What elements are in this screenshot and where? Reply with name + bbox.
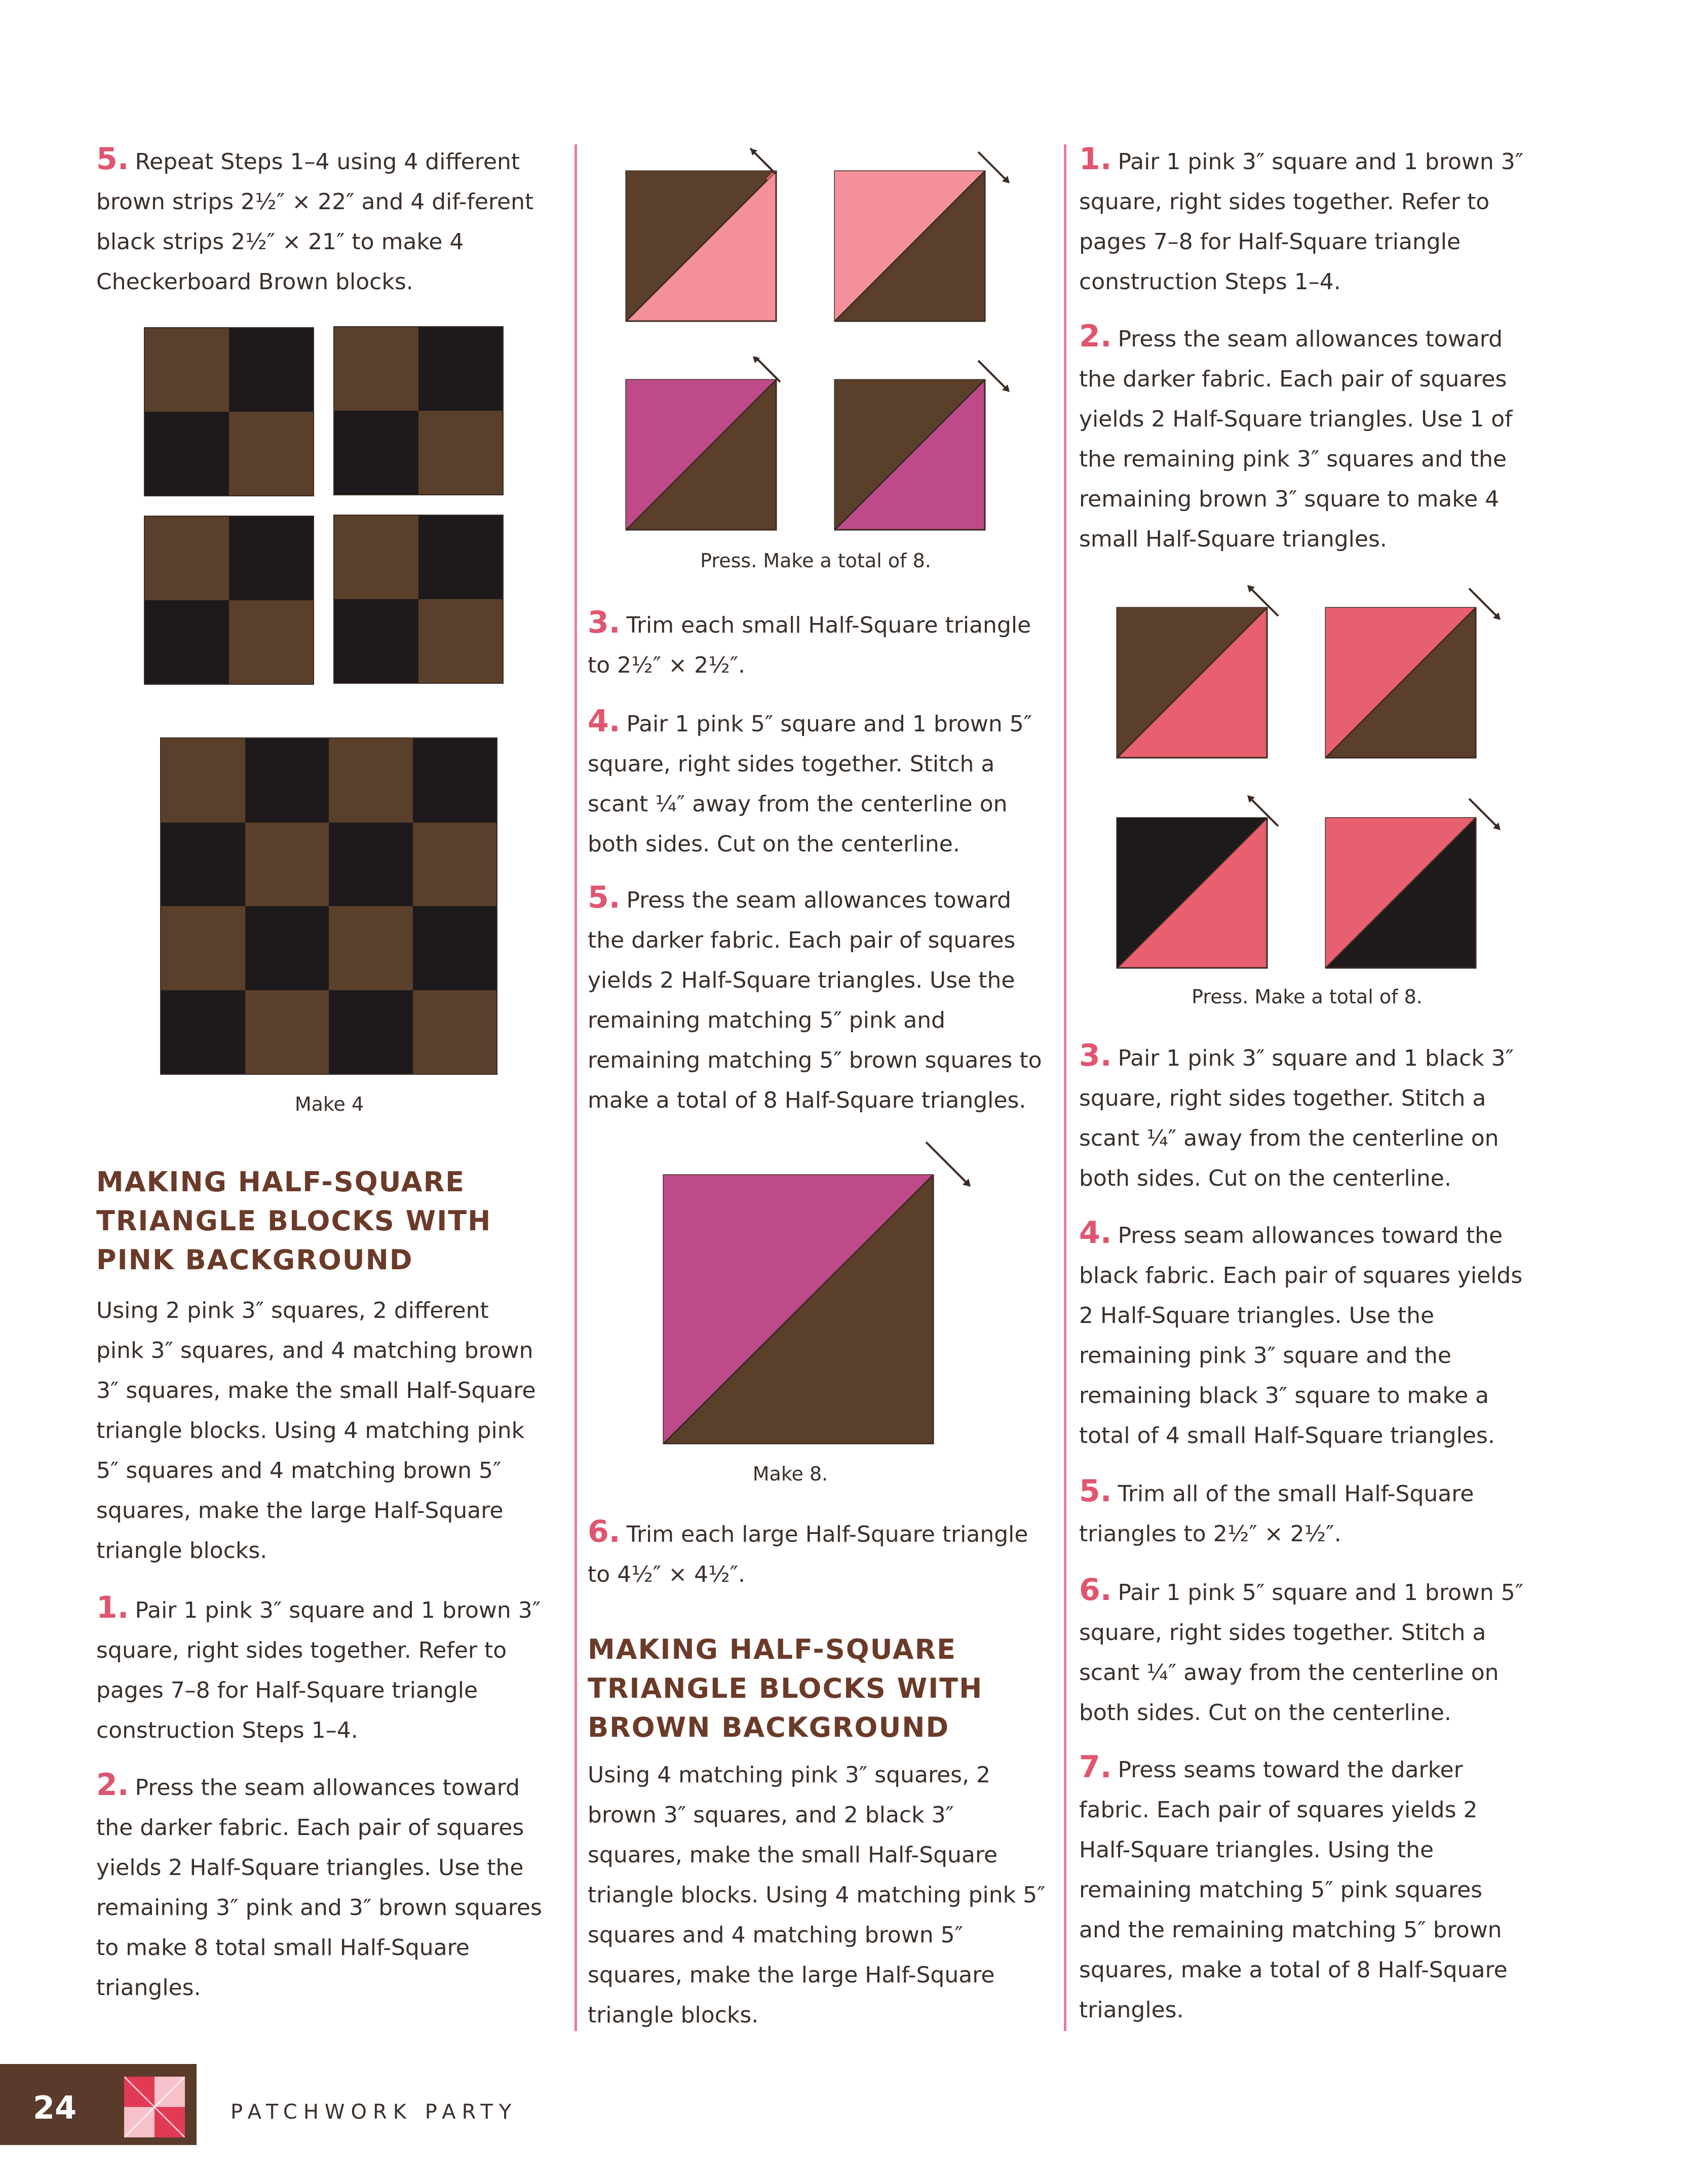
column-divider	[574, 144, 577, 2031]
section-intro: Using 4 matching pink 3″ squares, 2 brown 3″ squares, and 2 black 3″ squares, make the small Half-Square triangle blocks. Using 4 matching pink 5″ squares and 4 matching brown 5″ squares, make the large Half-Square triangle blocks.	[588, 1762, 1046, 2028]
step-text: Pair 1 pink 3″ square and 1 black 3″ square, right sides together. Stitch a scant ¼″ away from the centerline on both sides. Cut on the centerline.	[1079, 1045, 1514, 1191]
col2-step4	[588, 701, 1054, 864]
hst-magenta-brown-block	[626, 355, 778, 532]
checkerboard-block-small	[334, 327, 503, 494]
step-number: 4.	[588, 704, 621, 739]
section-heading: MAKING HALF-SQUARE TRIANGLE BLOCKS WITH BROWN BACKGROUND	[588, 1633, 983, 1743]
checkerboard-block-large	[161, 738, 496, 1074]
col3-step4	[1079, 1213, 1530, 1456]
col2-step5	[588, 878, 1054, 1120]
figure-caption: Make 8.	[752, 1463, 828, 1485]
figure-caption: Make 4	[294, 1093, 364, 1115]
hst-coral-brown-block	[1326, 582, 1508, 760]
step-text: Pair 1 pink 5″ square and 1 brown 5″ square, right sides together. Stitch a scant ¼″ away from the centerline on both sides. Cut on the centerline.	[1079, 1580, 1524, 1726]
step-number: 1.	[96, 1590, 129, 1625]
step-text: Press seam allowances toward the black fabric. Each pair of squares yields 2 Half-Square triangles. Use the remaining pink 3″ square and the remaining black 3″ square to make a total of 4 small Half-Square triangles.	[1079, 1223, 1523, 1449]
step-text: Trim each large Half-Square triangle to 4½″ × 4½″.	[588, 1522, 1028, 1587]
col1-step1	[96, 1588, 542, 1750]
step-number: 3.	[1079, 1038, 1112, 1073]
step-number: 2.	[96, 1767, 129, 1803]
col3-step1	[1079, 139, 1525, 302]
col3-step7	[1079, 1747, 1530, 2030]
step-number: 5.	[588, 880, 621, 915]
book-title: PATCHWORK PARTY	[231, 2100, 518, 2124]
col3-step5	[1079, 1471, 1525, 1554]
checkerboard-block-small	[145, 328, 313, 495]
col1-step2	[96, 1765, 560, 2008]
hst-large-magenta-brown-block	[664, 1140, 978, 1444]
col3-step3	[1079, 1036, 1545, 1198]
step-text: Pair 1 pink 3″ square and 1 brown 3″ square, right sides together. Refer to pages 7–8 for Half-Square triangle construction Steps 1–4.	[1079, 149, 1524, 295]
quilt-block-logo-icon	[124, 2077, 185, 2137]
step-number: 2.	[1079, 319, 1112, 354]
column-divider	[1064, 144, 1066, 2031]
step-text: Press the seam allowances toward the darker fabric. Each pair of squares yields 2 Half-Square triangles. Use the remaining 3″ pink and 3″ brown squares to make 8 total small Half-Square triangles.	[96, 1775, 542, 2001]
step-number: 5.	[1079, 1473, 1112, 1509]
step-text: Trim all of the small Half-Square triangles to 2½″ × 2½″.	[1079, 1481, 1474, 1547]
step-text: Pair 1 pink 3″ square and 1 brown 3″ square, right sides together. Refer to pages 7–8 for Half-Square triangle construction Steps 1–4.	[96, 1597, 541, 1743]
step-number: 1.	[1079, 141, 1112, 177]
col1-step5	[96, 139, 542, 302]
figure-caption: Press. Make a total of 8.	[1192, 986, 1423, 1008]
hst-black-coral-block	[1117, 793, 1289, 970]
col2-step3	[588, 603, 1044, 685]
section-heading: MAKING HALF-SQUARE TRIANGLE BLOCKS WITH PINK BACKGROUND	[96, 1166, 492, 1276]
hst-pink-brown-block	[835, 146, 1017, 323]
col3-step6	[1079, 1570, 1545, 1733]
step-number: 7.	[1079, 1749, 1112, 1785]
hst-brown-coral-block	[1117, 582, 1289, 760]
step-number: 6.	[588, 1514, 621, 1549]
step-number: 5.	[96, 141, 129, 177]
page-number: 24	[33, 2089, 77, 2126]
checkerboard-block-small	[145, 517, 313, 684]
step-text: Pair 1 pink 5″ square and 1 brown 5″ square, right sides together. Stitch a scant ¼″ away from the centerline on both sides. Cut on the centerline.	[588, 711, 1032, 857]
col3-step2	[1079, 317, 1530, 559]
figure-caption: Press. Make a total of 8.	[700, 550, 931, 572]
step-text: Repeat Steps 1–4 using 4 different brown strips 2½″ × 22″ and 4 dif-ferent black strips 2½″ × 21″ to make 4 Checkerboard Brown blocks.	[96, 149, 534, 295]
col2-step6	[588, 1512, 1044, 1594]
step-text: Press the seam allowances toward the darker fabric. Each pair of squares yields 2 Half-Square triangles. Use 1 of the remaining pink 3″ squares and the remaining brown 3″ square to make 4 small Half-Square triangles.	[1079, 326, 1513, 552]
hst-brown-magenta-block	[835, 355, 1017, 532]
step-text: Press the seam allowances toward the darker fabric. Each pair of squares yields 2 Half-Square triangles. Use the remaining matching 5″ pink and remaining matching 5″ brown squares to make a total of 8 Half-Square triangles.	[588, 887, 1042, 1113]
hst-brown-pink-block	[626, 146, 778, 323]
section-intro: Using 2 pink 3″ squares, 2 different pink 3″ squares, and 4 matching brown 3″ squares, make the small Half-Square triangle blocks. Using 4 matching pink 5″ squares and 4 matching brown 5″ squares, make the large Half-Square triangle blocks.	[96, 1298, 536, 1564]
hst-coral-black-block	[1326, 793, 1508, 970]
step-text: Press seams toward the darker fabric. Each pair of squares yields 2 Half-Square triangles. Using the remaining matching 5″ pink squares and the remaining matching 5″ brown squares, make a total of 8 Half-Square triangles.	[1079, 1757, 1508, 2023]
step-text: Trim each small Half-Square triangle to 2½″ × 2½″.	[588, 612, 1031, 678]
step-number: 6.	[1079, 1572, 1112, 1608]
step-number: 3.	[588, 605, 621, 640]
checkerboard-block-small	[334, 516, 503, 683]
step-number: 4.	[1079, 1215, 1112, 1251]
